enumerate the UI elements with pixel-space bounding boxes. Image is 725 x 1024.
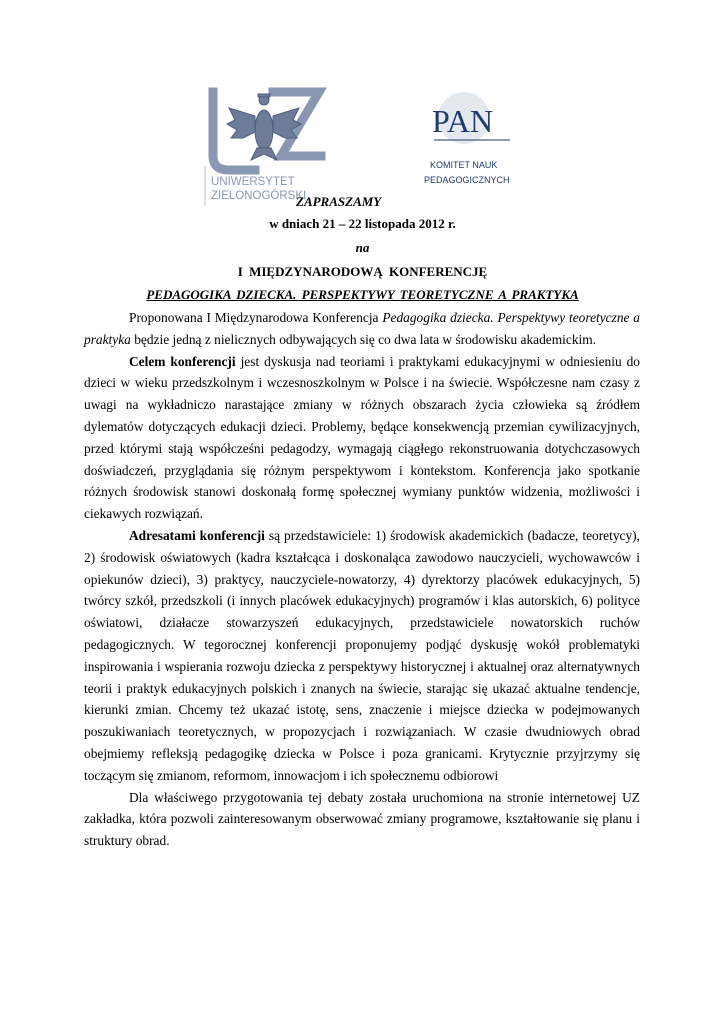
intro-text-end: będzie jedną z nielicznych odbywających się co dwa lata w środowisku akademickim. [130,331,597,347]
website-text: Dla właściwego przygotowania tej debaty została uruchomiona na stronie internetowej UZ zakładka, która pozwoli zainteresowanym obserwować zmiany programowe, kształtowanie się planu i struktury obrad. [84,789,640,849]
paragraph-intro [84,307,640,351]
audience-heading: Adresatami konferencji [129,527,265,543]
conference-subtitle: PEDAGOGIKA DZIECKA. PERSPEKTYWY TEORETYCZNE A PRAKTYKA [146,287,579,302]
paragraph-goal [84,351,640,525]
na-line: na [355,240,370,255]
pan-logo-title: PAN [432,103,494,139]
pan-logo [418,92,538,190]
goal-heading: Celem konferencji [129,353,236,369]
document-body [84,307,640,852]
uz-logo [199,86,329,210]
conference-dates: w dniach 21 – 22 listopada 2012 r. [269,216,456,231]
goal-text: jest dyskusja nad teoriami i praktykami edukacyjnymi w odniesieniu do dzieci w wieku przedszkolnym i wczesnoszkolnym w Polsce i na świecie. Współczesne nam czasy z uwagi na wykładniczo narastające zmiany w różnych obszarach życia człowieka są źródłem dylematów dotyczących edukacji dzieci. Problemy, będące konsekwencją przemian cywilizacyjnych, przed którymi stają współcześni pedagodzy, wymagają ciągłego rekonstruowania dotychczasowych doświadczeń, przyglądania się różnym perspektywom i kontekstom. Konferencja jako spotkanie różnych środowisk stanowi doskonałą formę społecznej wymiany punktów widzenia, możliwości i ciekawych rozwiązań. [84,353,640,522]
invite-heading: ZAPRASZAMY [296,194,382,209]
intro-conference-name: Pedagogika dziecka. Perspektywy teoretyczne a praktyka [84,310,641,347]
pan-logo-line1: KOMITET NAUK [430,160,498,170]
audience-text: są przedstawiciele: 1) środowisk akademickich (badacze, teoretycy), 2) środowisk oświatowych (kadra kształcąca i doskonaląca zawodowo nauczycieli, wychowawców i opiekunów dzieci), 3) praktycy, nauczyciele-nowatorzy, 4) dyrektorzy placówek edukacyjnych, 5) twórcy szkół, przedszkoli (i innych placówek edukacyjnych) programów i klas autorskich, 6) polityce oświatowi, działacze stowarzyszeń edukacyjnych, przedstawiciele nowatorskich ruchów pedagogicznych. W tegorocznej konferencji proponujemy podjąć dyskusję wokół problematyki inspirowania i wspierania rozwoju dziecka z perspektywy historycznej i aktualnej oraz alternatywnych teorii i praktyk edukacyjnych polskich i znanych na świecie, starając się ukazać aktualne tendencje, kierunki zmian. Chcemy też ukazać istotę, sens, znaczenie i miejsce dziecka w podejmowanych poszukiwaniach teoretycznych, w propozycjach i rozwiązaniach. W czasie dwudniowych obrad obejmiemy refleksją pedagogikę dziecka w Polsce i poza granicami. Krytycznie przyjrzymy się toczącym się zmianom, reformom, innowacjom i ich społecznemu odbiorowi [84,527,640,783]
paragraph-audience [84,525,640,787]
pan-logo-line2: PEDAGOGICZNYCH [424,175,510,185]
uz-logo-line1: UNIWERSYTET [211,176,295,188]
paragraph-website [84,787,640,852]
intro-text-start: Proponowana I Międzynarodowa Konferencja [129,310,383,325]
uz-logo-line2: ZIELONOGÓRSKI [211,190,307,202]
conference-title: I MIĘDZYNARODOWĄ KONFERENCJĘ [237,264,488,279]
